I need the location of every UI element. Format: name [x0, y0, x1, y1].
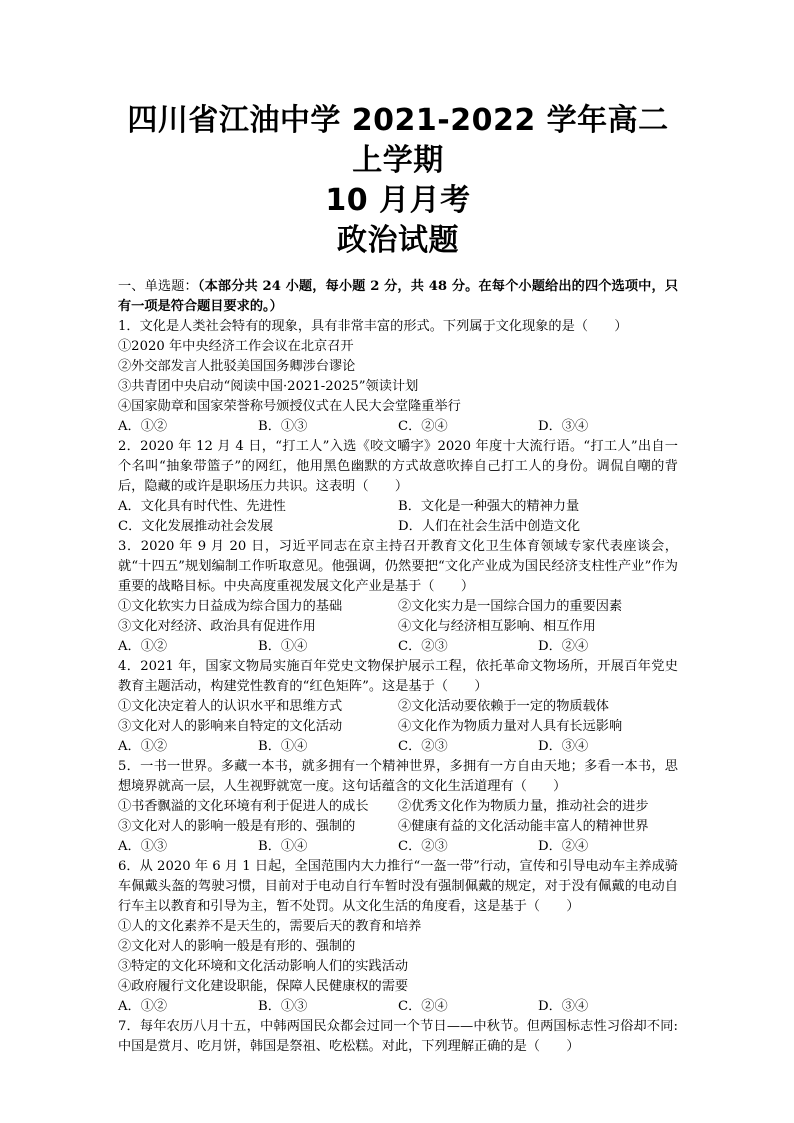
answer-options [118, 837, 678, 857]
question-item: ②文化对人的影响一般是有形的、强制的 [118, 939, 356, 954]
question-item: ④文化作为物质力量对人具有长远影响 [398, 719, 623, 734]
answer-options [118, 497, 678, 517]
item-pair [118, 617, 678, 637]
question-item: ③特定的文化环境和文化活动影响人们的实践活动 [118, 959, 409, 974]
exam-title-line1: 四川省江油中学 2021-2022 学年高二上学期 [127, 103, 669, 178]
option-a: A．①② [118, 739, 168, 754]
option-d: D．②④ [538, 839, 589, 854]
item-pair [118, 817, 678, 837]
question-item: ④健康有益的文化活动能丰富人的精神世界 [398, 819, 649, 834]
question-item: ③共青团中央启动“阅读中国·2021-2025”领读计划 [118, 379, 419, 394]
section-heading-instructions: （本部分共 24 小题，每小题 2 分，共 48 分。在每个小题给出的四个选项中， [197, 279, 665, 294]
question-stem: 3．2020 年 9 月 20 日，习近平同志在京主持召开教育文化卫生体育领域专家代表座谈会，就“十四五”规划编制工作听取意见。他强调，仍然要把“文化产业成为国民经济支柱性产业”作为重要的战略目标。中央高度重视发展文化产业是基于（ ） [118, 539, 678, 594]
section-heading [118, 277, 678, 317]
question-item: ③文化对人的影响来自特定的文化活动 [118, 719, 343, 734]
answer-options [118, 517, 678, 537]
question-item: ①文化软实力日益成为综合国力的基础 [118, 599, 343, 614]
option-b: B．①④ [258, 839, 308, 854]
answer-options [118, 997, 678, 1017]
question-item: ②优秀文化作为物质力量，推动社会的进步 [398, 799, 649, 814]
item-pair [118, 797, 678, 817]
question-7 [118, 1017, 678, 1057]
answer-options [118, 737, 678, 757]
option-d: D．③④ [538, 999, 589, 1014]
question-1 [118, 317, 678, 437]
question-item: ②文化活动要依赖于一定的物质载体 [398, 699, 609, 714]
question-5 [118, 757, 678, 857]
option-c: C．②④ [398, 419, 448, 434]
question-item: ③文化对经济、政治具有促进作用 [118, 619, 316, 634]
option-a: A．①③ [118, 839, 168, 854]
question-item: ①2020 年中央经济工作会议在北京召开 [118, 339, 354, 354]
option-d: D．人们在社会生活中创造文化 [398, 519, 581, 534]
question-item: ①书香飘溢的文化环境有利于促进人的成长 [118, 799, 369, 814]
section-heading-instructions-2: 只有一项是符合题目要求的。） [118, 279, 678, 314]
section-single-choice [118, 277, 678, 1057]
question-stem: 5．一书一世界。多藏一本书，就多拥有一个精神世界，多拥有一方自由天地；多看一本书，思想境界就高一层，人生视野就宽一度。这句话蕴含的文化生活道理有（ ） [118, 759, 678, 794]
question-2 [118, 437, 678, 537]
question-item: ①人的文化素养不是天生的，需要后天的教育和培养 [118, 919, 422, 934]
question-item: ③文化对人的影响一般是有形的、强制的 [118, 819, 356, 834]
question-item: ④文化与经济相互影响、相互作用 [398, 619, 596, 634]
exam-page [118, 95, 678, 1057]
question-item: ④政府履行文化建设职能，保障人民健康权的需要 [118, 979, 409, 994]
option-d: D．②④ [538, 639, 589, 654]
item-pair [118, 697, 678, 717]
option-b: B．①③ [258, 419, 308, 434]
option-c: C．②③ [398, 839, 448, 854]
option-c: C．文化发展推动社会发展 [118, 519, 274, 534]
answer-options [118, 637, 678, 657]
answer-options [118, 417, 678, 437]
question-item: ②外交部发言人批驳美国国务卿涉台谬论 [118, 359, 356, 374]
option-a: A．①② [118, 419, 168, 434]
exam-title-line2: 10 月月考 [325, 183, 471, 218]
item-pair [118, 717, 678, 737]
exam-title-subject: 政治试题 [337, 223, 459, 258]
question-6 [118, 857, 678, 1017]
option-b: B．①④ [258, 639, 308, 654]
question-stem: 6．从 2020 年 6 月 1 日起，全国范围内大力推行“一盔一带”行动，宣传和引导电动车主养成骑车佩戴头盔的驾驶习惯，目前对于电动自行车暂时没有强制佩戴的规定，对于没有佩戴的电动自行车主以教育和引导为主，暂不处罚。从文化生活的角度看，这是基于（ ） [118, 859, 678, 914]
option-d: D．③④ [538, 419, 589, 434]
question-3 [118, 537, 678, 657]
item-pair [118, 597, 678, 617]
section-heading-prefix: 一、单选题： [118, 279, 198, 294]
question-item: ②文化实力是一国综合国力的重要因素 [398, 599, 623, 614]
option-a: A．①② [118, 999, 168, 1014]
option-b: B．①③ [258, 999, 308, 1014]
question-stem: 1．文化是人类社会特有的现象，具有非常丰富的形式。下列属于文化现象的是（ ） [118, 319, 628, 334]
option-a: A．①② [118, 639, 168, 654]
question-item: ④国家勋章和国家荣誉称号颁授仪式在人民大会堂隆重举行 [118, 399, 461, 414]
option-b: B．①④ [258, 739, 308, 754]
option-c: C．②④ [398, 999, 448, 1014]
option-a: A．文化具有时代性、先进性 [118, 499, 286, 514]
question-stem: 2．2020 年 12 月 4 日，“打工人”入选《咬文嚼字》2020 年度十大流行语。“打工人”出自一个名叫“抽象带篮子”的网红，他用黑色幽默的方式故意吹捧自己打工人的身份。调侃自嘲的背后，隐藏的或许是职场压力共识。这表明（ ） [118, 439, 678, 494]
option-d: D．③④ [538, 739, 589, 754]
option-b: B．文化是一种强大的精神力量 [398, 499, 580, 514]
option-c: C．②③ [398, 739, 448, 754]
question-item: ①文化决定着人的认识水平和思维方式 [118, 699, 343, 714]
question-stem: 4．2021 年，国家文物局实施百年党史文物保护展示工程，依托革命文物场所，开展百年党史教育主题活动，构建党性教育的“红色矩阵”。这是基于（ ） [118, 659, 678, 694]
question-4 [118, 657, 678, 757]
question-stem: 7．每年农历八月十五，中韩两国民众都会过同一个节日——中秋节。但两国标志性习俗却不同:中国是赏月、吃月饼，韩国是祭祖、吃松糕。对此，下列理解正确的是（ ） [118, 1019, 678, 1054]
option-c: C．②③ [398, 639, 448, 654]
